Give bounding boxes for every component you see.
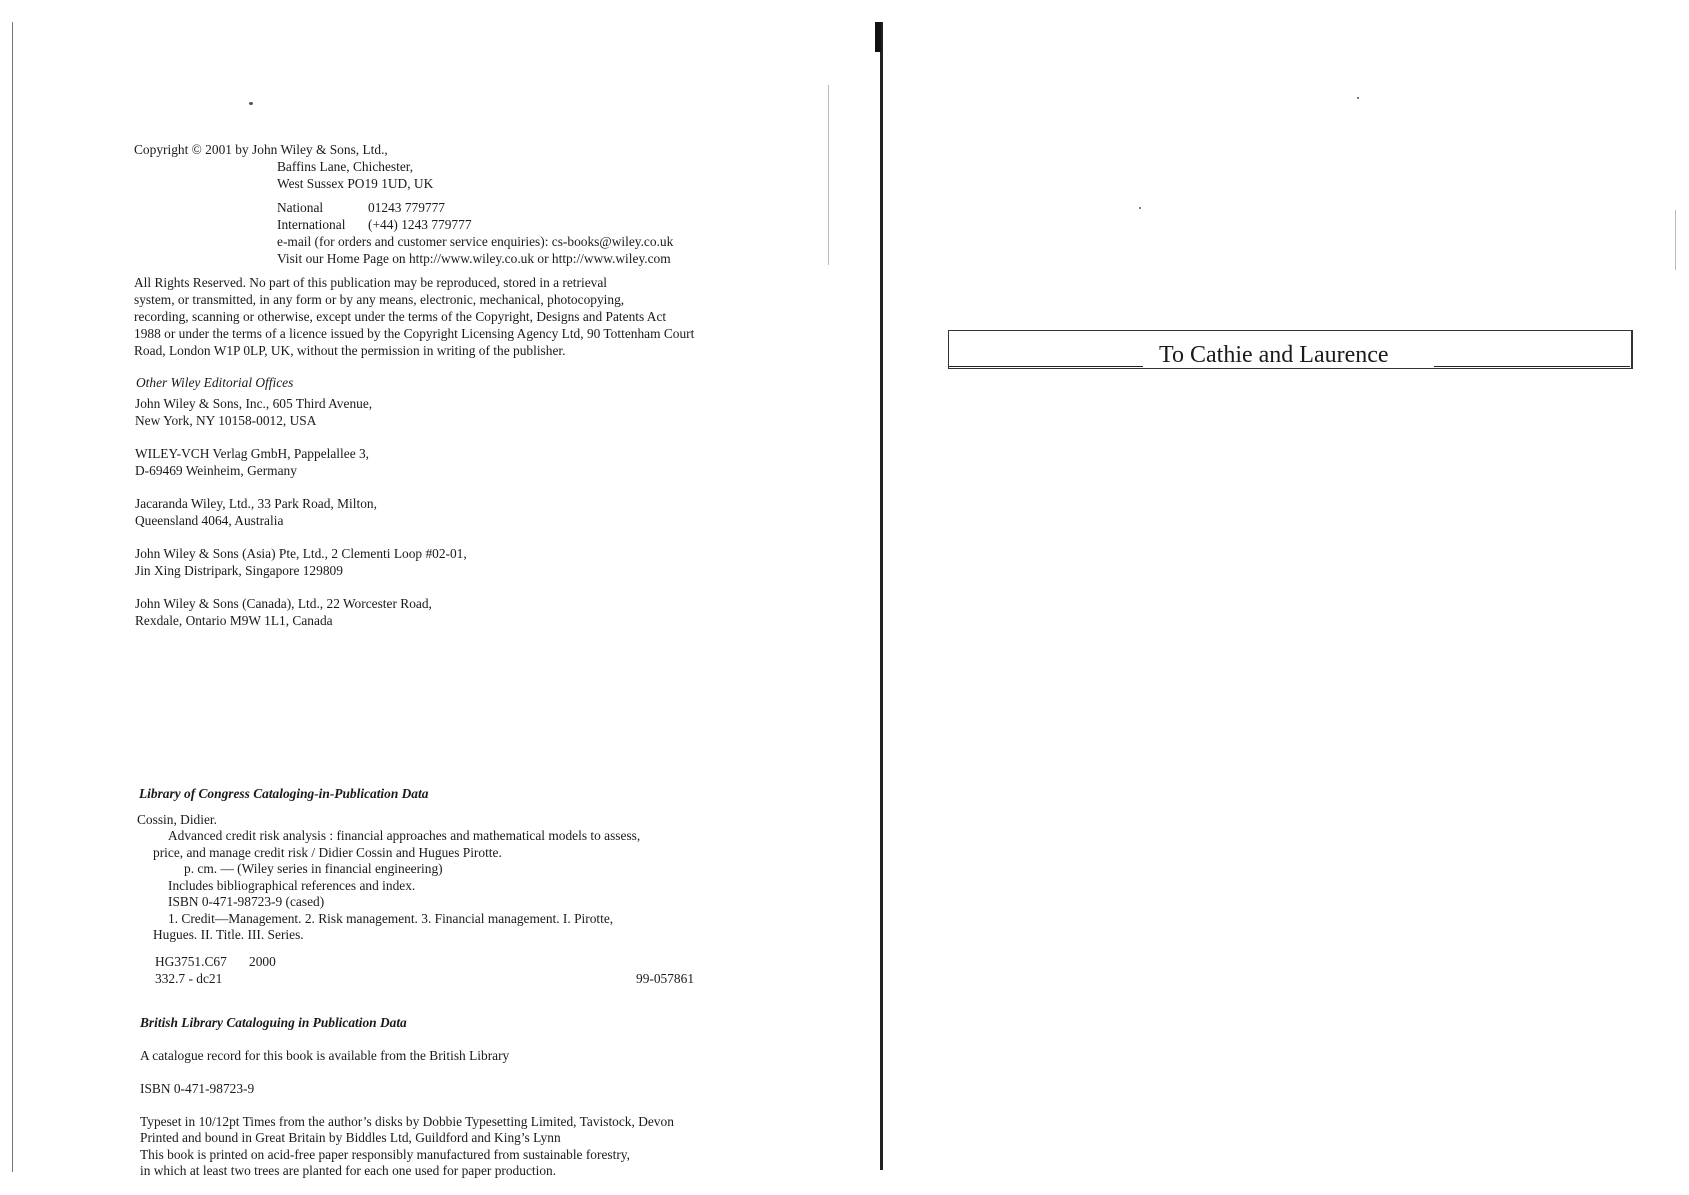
national-number: 01243 779777 bbox=[368, 200, 445, 215]
office-line: John Wiley & Sons (Asia) Pte, Ltd., 2 Clementi Loop #02-01, bbox=[135, 546, 467, 561]
bl-record: A catalogue record for this book is available from the British Library bbox=[140, 1048, 510, 1063]
loc-line: p. cm. — (Wiley series in financial engineering) bbox=[184, 861, 443, 876]
bl-heading: British Library Cataloguing in Publication Data bbox=[140, 1015, 407, 1030]
loc-line: Includes bibliographical references and index. bbox=[168, 878, 416, 893]
call-year: 2000 bbox=[249, 954, 276, 969]
office-line: WILEY-VCH Verlag GmbH, Pappelallee 3, bbox=[135, 446, 370, 461]
loc-line: Advanced credit risk analysis : financial approaches and mathematical models to assess, bbox=[168, 828, 641, 843]
rights-line: system, or transmitted, in any form or by any means, electronic, mechanical, photocopying, bbox=[134, 292, 625, 307]
lccn: 99-057861 bbox=[636, 971, 695, 986]
rights-line: Road, London W1P 0LP, UK, without the permission in writing of the publisher. bbox=[134, 343, 566, 358]
office-line: Rexdale, Ontario M9W 1L1, Canada bbox=[135, 613, 333, 628]
rights-line: All Rights Reserved. No part of this publication may be reproduced, stored in a retrieval bbox=[134, 275, 608, 290]
loc-line: Cossin, Didier. bbox=[137, 812, 217, 827]
office-line: John Wiley & Sons, Inc., 605 Third Avenue, bbox=[135, 396, 373, 411]
office-line: New York, NY 10158-0012, USA bbox=[135, 413, 317, 428]
email-line: e-mail (for orders and customer service enquiries): cs-books@wiley.co.uk bbox=[277, 234, 674, 249]
international-label: International bbox=[277, 217, 346, 232]
loc-line: ISBN 0-471-98723-9 (cased) bbox=[168, 894, 325, 909]
office-line: Queensland 4064, Australia bbox=[135, 513, 284, 528]
web-line: Visit our Home Page on http://www.wiley.co.uk or http://www.wiley.com bbox=[277, 251, 671, 266]
international-number: (+44) 1243 779777 bbox=[368, 217, 472, 232]
other-offices-heading: Other Wiley Editorial Offices bbox=[136, 375, 294, 390]
address-line: West Sussex PO19 1UD, UK bbox=[277, 176, 434, 191]
rights-line: 1988 or under the terms of a licence issued by the Copyright Licensing Agency Ltd, 90 Tottenham Court bbox=[134, 326, 695, 341]
scan-noise bbox=[1675, 210, 1676, 270]
isbn: ISBN 0-471-98723-9 bbox=[140, 1081, 255, 1096]
loc-heading: Library of Congress Cataloging-in-Publication Data bbox=[139, 786, 429, 801]
call-number: HG3751.C67 bbox=[155, 954, 227, 969]
dewey-number: 332.7 - dc21 bbox=[155, 971, 223, 986]
loc-line: price, and manage credit risk / Didier Cossin and Hugues Pirotte. bbox=[153, 845, 502, 860]
national-label: National bbox=[277, 200, 324, 215]
printing-line: This book is printed on acid-free paper responsibly manufactured from sustainable forestry, bbox=[140, 1147, 630, 1162]
dedication-rule-right bbox=[1434, 366, 1630, 367]
office-line: D-69469 Weinheim, Germany bbox=[135, 463, 297, 478]
spine-shadow bbox=[875, 22, 881, 52]
dedication-text: To Cathie and Laurence bbox=[1159, 342, 1389, 368]
dedication-rule-left bbox=[949, 366, 1143, 367]
rights-line: recording, scanning or otherwise, except under the terms of the Copyright, Designs and Patents Act bbox=[134, 309, 667, 324]
loc-line: Hugues. II. Title. III. Series. bbox=[153, 927, 304, 942]
printing-line: Typeset in 10/12pt Times from the author’s disks by Dobbie Typesetting Limited, Tavistock, Devon bbox=[140, 1114, 674, 1129]
copyright-line: Copyright © 2001 by John Wiley & Sons, Ltd., bbox=[134, 142, 388, 157]
loc-line: 1. Credit—Management. 2. Risk management. 3. Financial management. I. Pirotte, bbox=[168, 911, 614, 926]
scan-speck bbox=[1139, 207, 1141, 209]
office-line: Jacaranda Wiley, Ltd., 33 Park Road, Milton, bbox=[135, 496, 377, 511]
scan-speck bbox=[1357, 97, 1359, 99]
address-line: Baffins Lane, Chichester, bbox=[277, 159, 414, 174]
printing-line: Printed and bound in Great Britain by Biddles Ltd, Guildford and King’s Lynn bbox=[140, 1130, 561, 1145]
book-spine bbox=[880, 22, 883, 1170]
office-line: John Wiley & Sons (Canada), Ltd., 22 Worcester Road, bbox=[135, 596, 432, 611]
printing-line: in which at least two trees are planted for each one used for paper production. bbox=[140, 1163, 557, 1178]
office-line: Jin Xing Distripark, Singapore 129809 bbox=[135, 563, 343, 578]
